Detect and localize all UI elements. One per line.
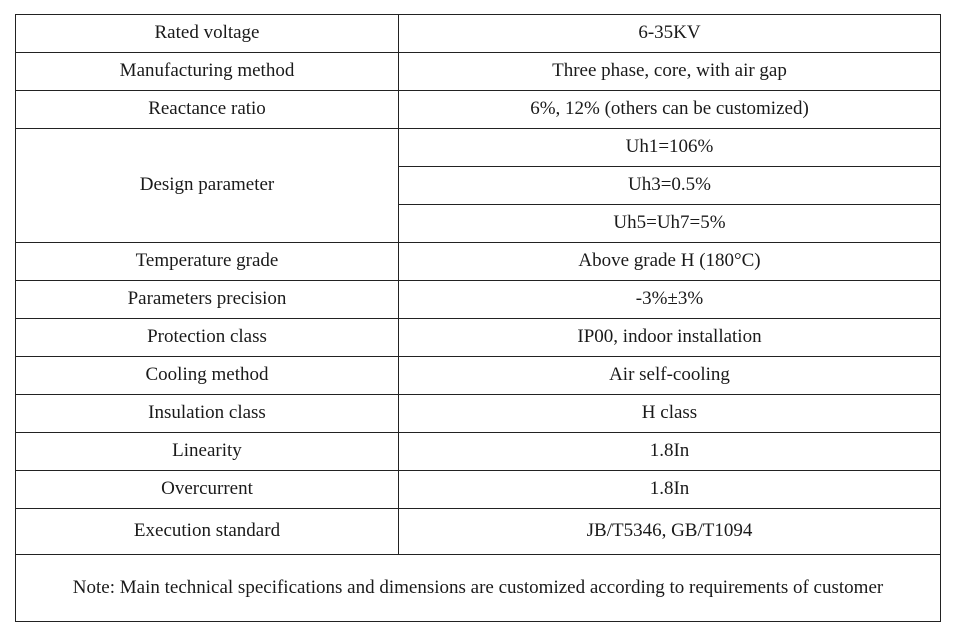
row-label: Manufacturing method [16, 53, 399, 91]
table-row-parameters-precision [16, 281, 941, 319]
row-label: Linearity [16, 433, 399, 471]
table-row-manufacturing-method [16, 53, 941, 91]
row-label: Execution standard [16, 509, 399, 555]
table-row-reactance-ratio [16, 91, 941, 129]
table-row-note [16, 555, 941, 622]
table-row-design-parameter [16, 129, 941, 167]
table-row-linearity [16, 433, 941, 471]
row-value: IP00, indoor installation [399, 319, 941, 357]
row-label: Reactance ratio [16, 91, 399, 129]
row-label: Cooling method [16, 357, 399, 395]
row-value: 6-35KV [399, 15, 941, 53]
table-note: Note: Main technical specifications and dimensions are customized according to requirements of customer [16, 555, 941, 622]
row-value: Uh3=0.5% [399, 167, 941, 205]
row-value: JB/T5346, GB/T1094 [399, 509, 941, 555]
row-label: Rated voltage [16, 15, 399, 53]
row-value: 1.8In [399, 471, 941, 509]
table-row-insulation-class [16, 395, 941, 433]
row-value: Above grade H (180°C) [399, 243, 941, 281]
row-label: Parameters precision [16, 281, 399, 319]
row-value: 6%, 12% (others can be customized) [399, 91, 941, 129]
table-row-protection-class [16, 319, 941, 357]
row-value: Three phase, core, with air gap [399, 53, 941, 91]
row-value: H class [399, 395, 941, 433]
table-row-cooling-method [16, 357, 941, 395]
table-row-rated-voltage [16, 15, 941, 53]
row-value: Uh5=Uh7=5% [399, 205, 941, 243]
row-label: Overcurrent [16, 471, 399, 509]
table-row-temperature-grade [16, 243, 941, 281]
row-value: Air self-cooling [399, 357, 941, 395]
row-label: Protection class [16, 319, 399, 357]
row-label: Insulation class [16, 395, 399, 433]
row-label: Design parameter [16, 129, 399, 243]
row-value: 1.8In [399, 433, 941, 471]
table-row-overcurrent [16, 471, 941, 509]
row-label: Temperature grade [16, 243, 399, 281]
row-value: -3%±3% [399, 281, 941, 319]
row-value: Uh1=106% [399, 129, 941, 167]
table-row-execution-standard [16, 509, 941, 555]
spec-table [15, 14, 941, 622]
